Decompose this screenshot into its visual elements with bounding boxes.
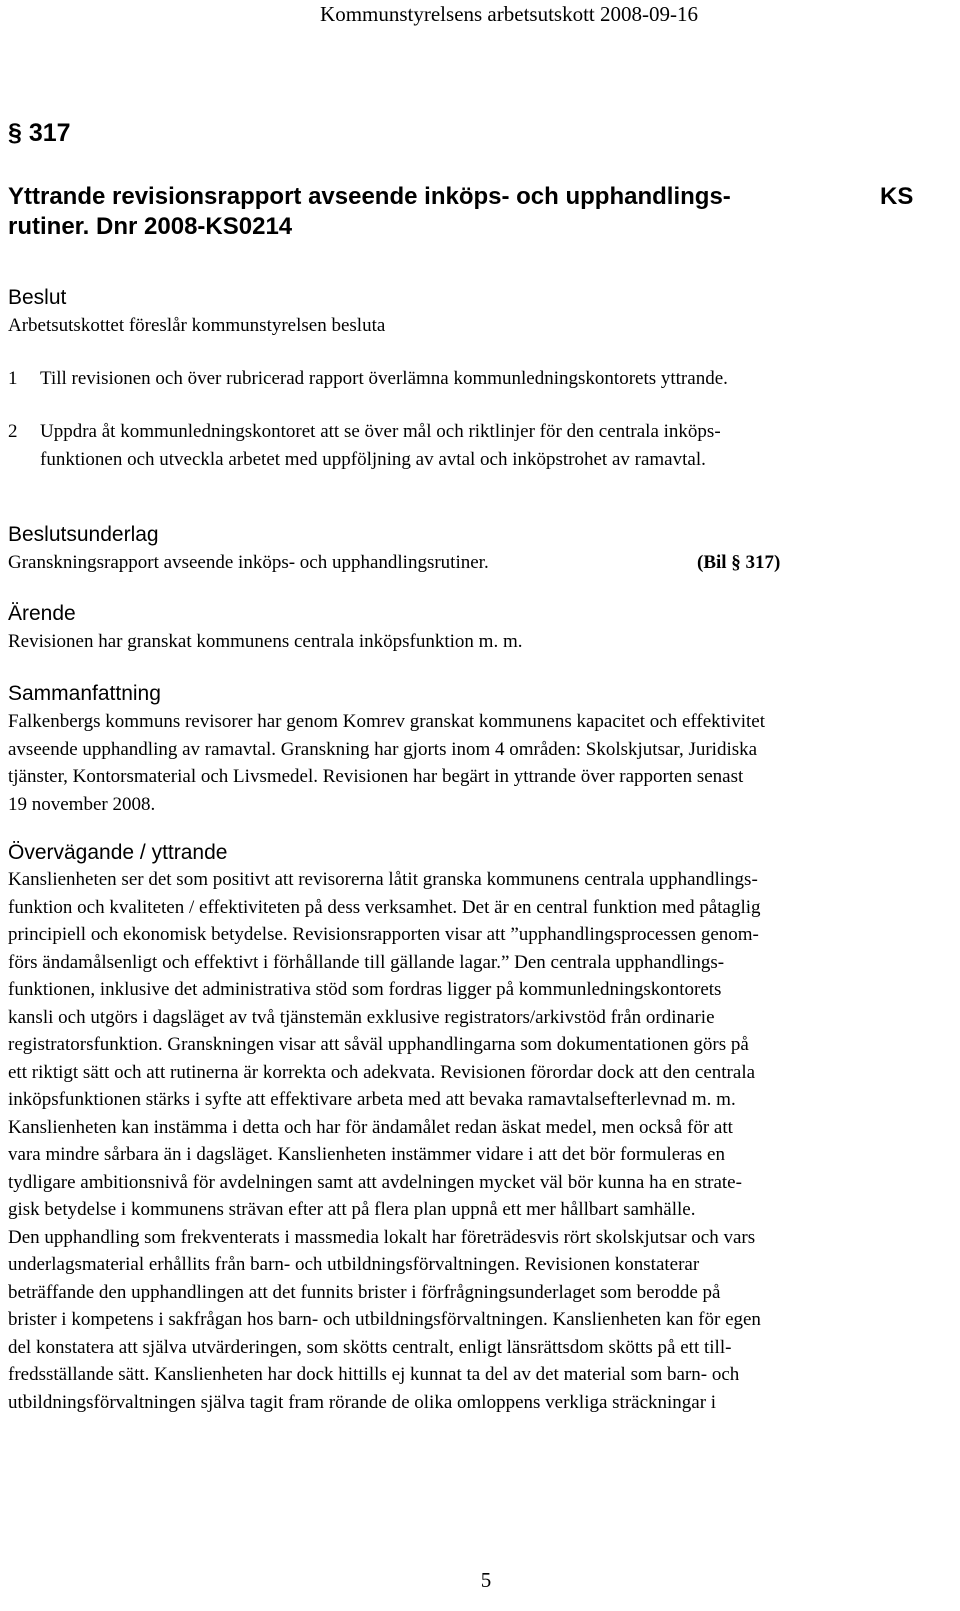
arende-heading: Ärende <box>8 602 76 625</box>
beslut-intro: Arbetsutskottet föreslår kommunstyrelsen besluta <box>8 315 386 336</box>
overvagande-line: kansli och utgörs i dagsläget av två tjänstemän exklusive registrators/arkivstöd från ordinarie <box>8 1006 715 1028</box>
overvagande-line: ett riktigt sätt och att rutinerna är korrekta och adekvata. Revisionen förordar dock att den centrala <box>8 1061 756 1083</box>
beslut-item-2-line-2: funktionen och utveckla arbetet med uppföljning av avtal och inköpstrohet av ramavtal. <box>40 448 706 470</box>
page-number: 5 <box>480 1568 492 1592</box>
beslutsunderlag-heading: Beslutsunderlag <box>8 523 159 546</box>
overvagande-line: fredsställande sätt. Kanslienheten har dock hittills ej kunnat ta del av det material som barn- och <box>8 1364 740 1385</box>
item-title-line-1: Yttrande revisionsrapport avseende inköps- och upphandlings- <box>8 183 731 210</box>
overvagande-line: utbildningsförvaltningen själva tagit fram rörande de olika omloppens verkliga sträckningar i <box>8 1391 717 1413</box>
sammanfattning-heading: Sammanfattning <box>8 682 161 705</box>
sammanfattning-line: Falkenbergs kommuns revisorer har genom Komrev granskat kommunens kapacitet och effektivitet <box>8 711 765 732</box>
overvagande-body <box>8 866 948 1416</box>
sammanfattning-body <box>8 708 948 818</box>
overvagande-line: beträffande den upphandlingen att det funnits brister i förfrågningsunderlaget som berodde på <box>8 1281 721 1303</box>
beslut-item-1-text: Till revisionen och över rubricerad rapport överlämna kommunledningskontorets yttrande. <box>40 368 728 389</box>
item-title <box>8 182 868 242</box>
overvagande-line: tydligare ambitionsnivå för avdelningen samt att avdelningen mycket väl bör kunna ha en strate- <box>8 1171 742 1193</box>
attachment-reference: (Bil § 317) <box>697 552 781 573</box>
beslut-item-2-number: 2 <box>8 421 18 442</box>
overvagande-line: funktionen, inklusive det administrativa stöd som fordras ligger på kommunledningskontorets <box>8 979 722 1000</box>
overvagande-line: principiell och ekonomisk betydelse. Revisionsrapporten visar att ”upphandlingsprocessen genom- <box>8 924 759 945</box>
committee-tag: KS <box>880 183 914 210</box>
overvagande-line: registratorsfunktion. Granskningen visar att såväl upphandlingarna som dokumentationen görs på <box>8 1034 749 1055</box>
overvagande-line: inköpsfunktionen stärks i syfte att effektivare arbeta med att bevaka ramavtalsefterlevnad m. m. <box>8 1089 736 1110</box>
overvagande-line: Kanslienheten kan instämma i detta och har för ändamålet redan äskat medel, men också för att <box>8 1116 733 1138</box>
overvagande-line: brister i kompetens i sakfrågan hos barn- och utbildningsförvaltningen. Kanslienheten kan för egen <box>8 1309 761 1330</box>
overvagande-line: underlagsmaterial erhållits från barn- och utbildningsförvaltningen. Revisionen konstaterar <box>8 1254 700 1275</box>
item-title-line-2: rutiner. Dnr 2008-KS0214 <box>8 213 293 240</box>
beslutsunderlag-text: Granskningsrapport avseende inköps- och upphandlingsrutiner. <box>8 552 489 573</box>
sammanfattning-line: avseende upphandling av ramavtal. Granskning har gjorts inom 4 områden: Skolskjutsar, Juridiska <box>8 738 758 760</box>
beslut-item-1 <box>8 365 728 392</box>
beslut-heading: Beslut <box>8 286 67 309</box>
page-header: Kommunstyrelsens arbetsutskott 2008-09-16 <box>320 2 698 26</box>
overvagande-line: vara mindre sårbara än i dagsläget. Kanslienheten instämmer vidare i att det bör formuleras en <box>8 1144 725 1165</box>
overvagande-line: funktion och kvaliteten / effektiviteten på dess verksamhet. Det är en central funktion med påtaglig <box>8 896 761 918</box>
section-number: § 317 <box>8 119 71 147</box>
overvagande-line: förs ändamålsenligt och effektivt i förhållande till gällande lagar.” Den centrala upphandlings- <box>8 951 725 973</box>
beslut-item-2 <box>8 418 948 473</box>
overvagande-line: gisk betydelse i kommunens strävan efter att på flera plan uppnå ett mer hållbart samhälle. <box>8 1199 696 1220</box>
arende-text: Revisionen har granskat kommunens centrala inköpsfunktion m. m. <box>8 631 523 652</box>
overvagande-line: del konstatera att själva utvärderingen, som skötts centralt, enligt länsrättsdom skötts på ett till- <box>8 1336 732 1358</box>
beslut-item-1-number: 1 <box>8 368 18 389</box>
overvagande-line: Den upphandling som frekventerats i massmedia lokalt har företrädesvis rört skolskjutsar och vars <box>8 1226 756 1248</box>
sammanfattning-line: 19 november 2008. <box>8 793 156 815</box>
overvagande-line: Kanslienheten ser det som positivt att revisorerna låtit granska kommunens centrala upphandlings- <box>8 869 758 890</box>
overvagande-heading: Övervägande / yttrande <box>8 841 228 864</box>
sammanfattning-line: tjänster, Kontorsmaterial och Livsmedel. Revisionen har begärt in yttrande över rapporten senast <box>8 766 744 787</box>
beslut-item-2-line-1: Uppdra åt kommunledningskontoret att se över mål och riktlinjer för den centrala inköps- <box>40 421 721 442</box>
